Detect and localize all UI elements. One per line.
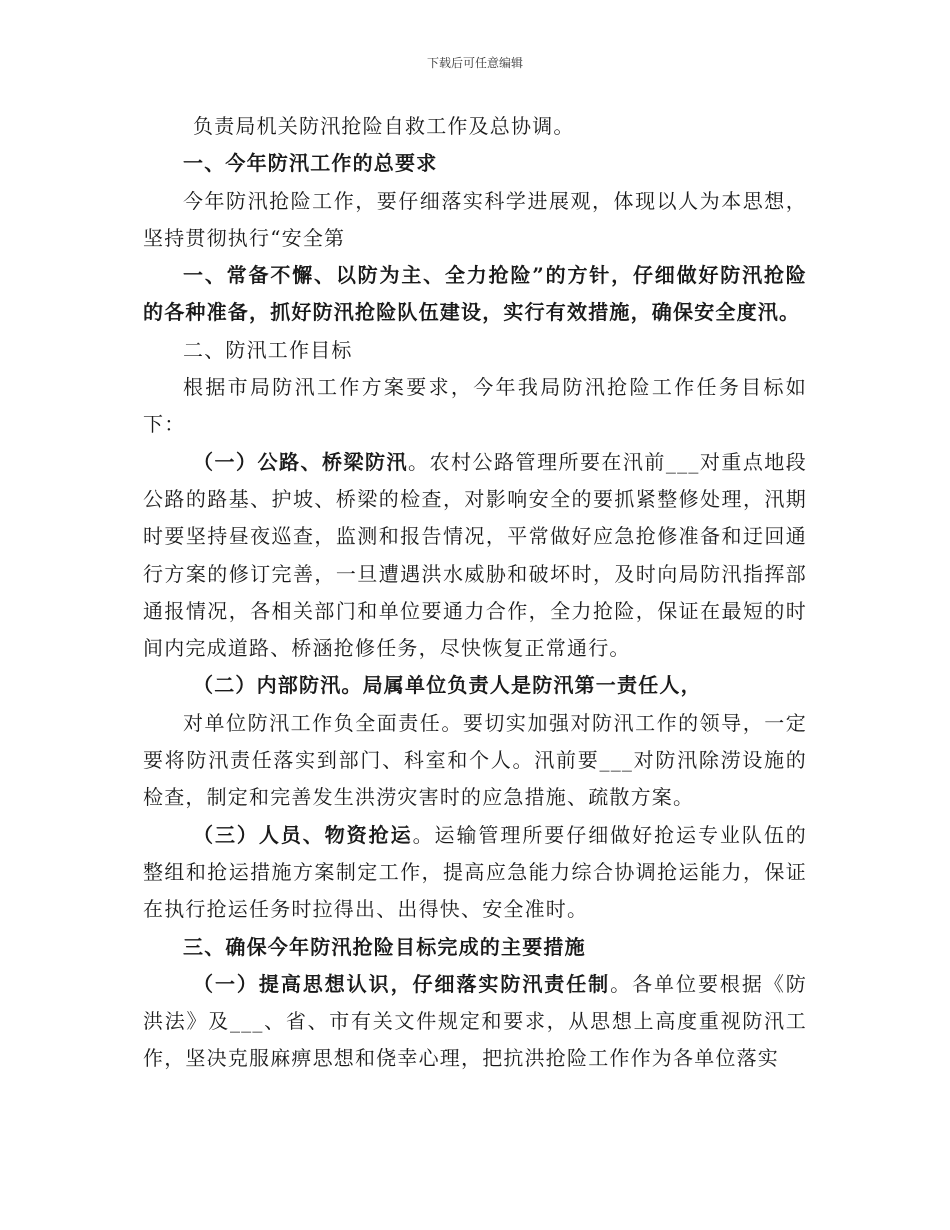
- paragraph-bold: （二）内部防汛。局属单位负责人是防汛第一责任人，: [193, 673, 702, 698]
- section-heading: 二、防汛工作目标: [183, 337, 353, 362]
- document-body: [143, 108, 807, 1078]
- paragraph-text: 。各单位要根据《防洪法》及___、省、市有关文件规定和要求，从思想上高度重视防汛工作，坚决克服麻痹思想和侥幸心理，把抗洪抢险工作作为各单位落实: [143, 971, 807, 1071]
- paragraph-bold: 一、常备不懈、以防为主、全力抢险”的方针，仔细做好防汛抢险的各种准备，抓好防汛抢险队伍建设，实行有效措施，确保安全度汛。: [143, 263, 807, 325]
- paragraph: 根据市局防汛工作方案要求，今年我局防汛抢险工作任务目标如下：: [143, 375, 807, 437]
- paragraph: 负责局机关防汛抢险自救工作及总协调。: [193, 114, 575, 138]
- section-heading: 一、今年防汛工作的总要求: [183, 151, 438, 176]
- paragraph-text: 。农村公路管理所要在汛前___对重点地段公路的路基、护坡、桥梁的检查，对影响安全的要抓紧整修处理，汛期时要坚持昼夜巡查，监测和报告情况，平常做好应急抢修准备和迂回通行方案的修订完善，一旦遭遇洪水威胁和破坏时，及时向局防汛指挥部通报情况，各相关部门和单位要通力合作，全力抢险，保证在最短的时间内完成道路、桥涵抢修任务，尽快恢复正常通行。: [143, 449, 808, 661]
- paragraph-text: 。运输管理所要仔细做好抢运专业队伍的整组和抢运措施方案制定工作，提高应急能力综合协调抢运能力，保证在执行抢运任务时拉得出、出得快、安全准时。: [143, 822, 808, 922]
- page-header: 下载后可任意编辑: [426, 56, 523, 70]
- paragraph: 今年防汛抢险工作，要仔细落实科学进展观，体现以人为本思想，坚持贯彻执行“安全第: [143, 188, 807, 250]
- paragraph: [143, 444, 807, 668]
- paragraph: [143, 966, 807, 1078]
- paragraph-lead: （一）提高思想认识，仔细落实防汛责任制: [193, 971, 611, 996]
- section-heading: 三、确保今年防汛抢险目标完成的主要措施: [183, 934, 586, 959]
- paragraph: [143, 817, 807, 929]
- paragraph-lead: （一）公路、桥梁防汛: [193, 449, 408, 474]
- paragraph-lead: （三）人员、物资抢运: [193, 822, 413, 847]
- paragraph: 对单位防汛工作负全面责任。要切实加强对防汛工作的领导，一定要将防汛责任落实到部门、科室和个人。汛前要___对防汛除涝设施的检查，制定和完善发生洪涝灾害时的应急措施、疏散方案。: [143, 710, 807, 810]
